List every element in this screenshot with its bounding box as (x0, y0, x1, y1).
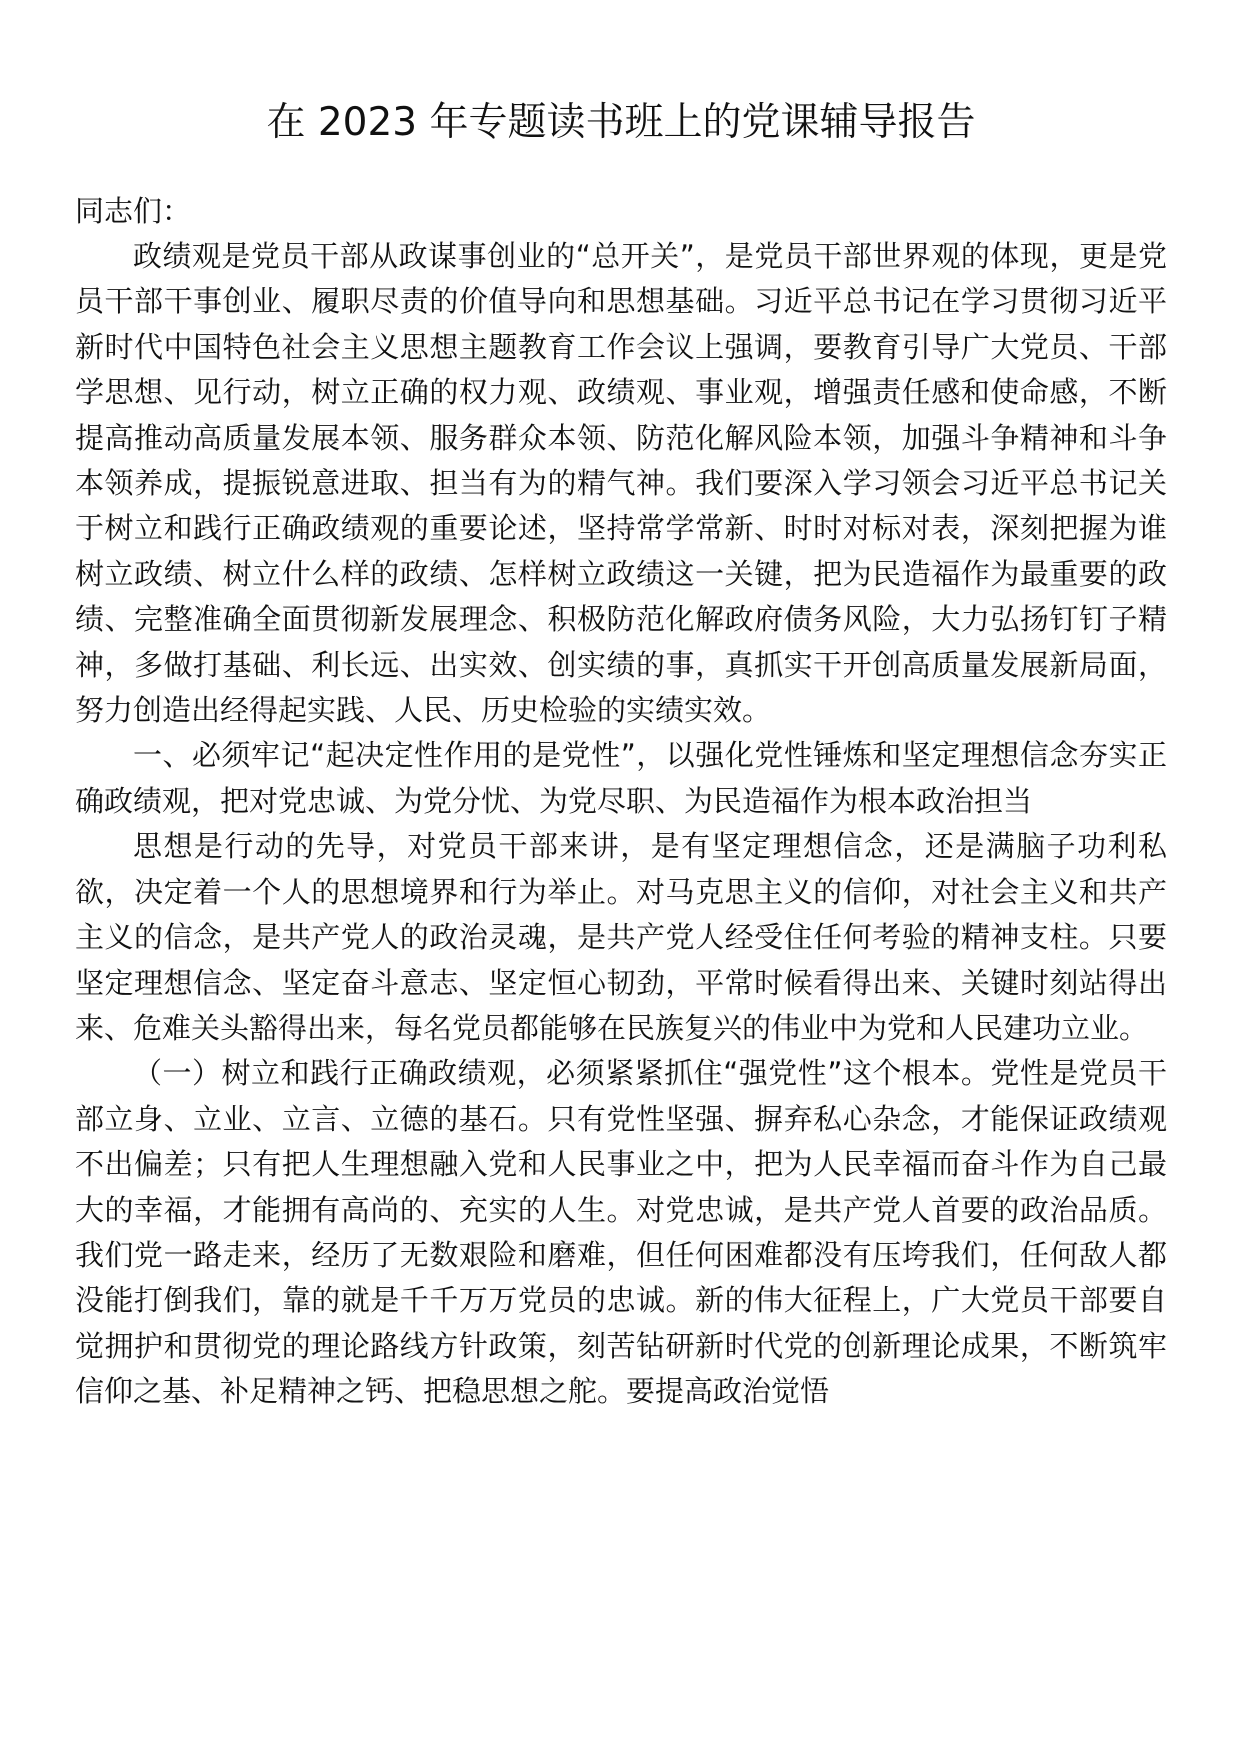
paragraph-section-1: 思想是行动的先导，对党员干部来讲，是有坚定理想信念，还是满脑子功利私欲，决定着一个人的思想境界和行为举止。对马克思主义的信仰，对社会主义和共产主义的信念，是共产党人的政治灵魂，是共产党人经受住任何考验的精神支柱。只要坚定理想信念、坚定奋斗意志、坚定恒心韧劲，平常时候看得出来、关键时刻站得出来、危难关头豁得出来，每名党员都能够在民族复兴的伟业中为党和人民建功立业。 (75, 829, 1167, 1045)
document-page (75, 95, 1167, 1415)
salutation: 同志们： (75, 194, 192, 228)
document-title: 在 2023 年专题读书班上的党课辅导报告 (266, 100, 976, 145)
paragraph-intro: 政绩观是党员干部从政谋事创业的“总开关”，是党员干部世界观的体现，更是党员干部干事创业、履职尽责的价值导向和思想基础。习近平总书记在学习贯彻习近平新时代中国特色社会主义思想主题教育工作会议上强调，要教育引导广大党员、干部学思想、见行动，树立正确的权力观、政绩观、事业观，增强责任感和使命感，不断提高推动高质量发展本领、服务群众本领、防范化解风险本领，加强斗争精神和斗争本领养成，提振锐意进取、担当有为的精气神。我们要深入学习领会习近平总书记关于树立和践行正确政绩观的重要论述，坚持常学常新、时时对标对表，深刻把握为谁树立政绩、树立什么样的政绩、怎样树立政绩这一关键，把为民造福作为最重要的政绩、完整准确全面贯彻新发展理念、积极防范化解政府债务风险，大力弘扬钉钉子精神，多做打基础、利长远、出实效、创实绩的事，真抓实干开创高质量发展新局面，努力创造出经得起实践、人民、历史检验的实绩实效。 (75, 239, 1167, 728)
section-heading-1: 一、必须牢记“起决定性作用的是党性”，以强化党性锤炼和坚定理想信念夯实正确政绩观，把对党忠诚、为党分忧、为党尽职、为民造福作为根本政治担当 (75, 738, 1167, 818)
paragraph-subsection-1: （一）树立和践行正确政绩观，必须紧紧抓住“强党性”这个根本。党性是党员干部立身、立业、立言、立德的基石。只有党性坚强、摒弃私心杂念，才能保证政绩观不出偏差；只有把人生理想融入党和人民事业之中，把为人民幸福而奋斗作为自己最大的幸福，才能拥有高尚的、充实的人生。对党忠诚，是共产党人首要的政治品质。我们党一路走来，经历了无数艰险和磨难，但任何困难都没有压垮我们，任何敌人都没能打倒我们，靠的就是千千万万党员的忠诚。新的伟大征程上，广大党员干部要自觉拥护和贯彻党的理论路线方针政策，刻苦钻研新时代党的创新理论成果，不断筑牢信仰之基、补足精神之钙、把稳思想之舵。要提高政治觉悟 (75, 1056, 1167, 1409)
